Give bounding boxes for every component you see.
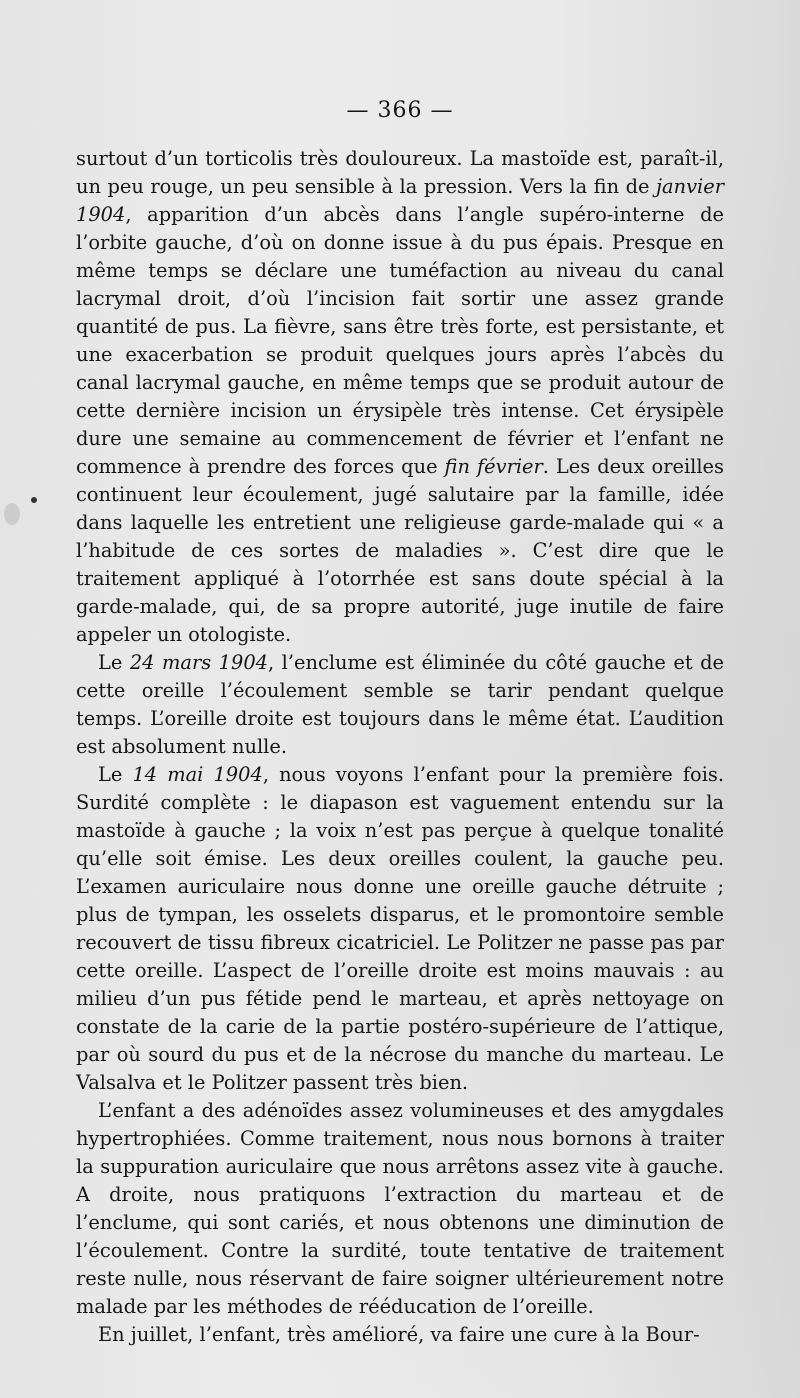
paragraph [76, 1097, 724, 1321]
paragraph [76, 145, 724, 649]
paragraph-text: Le [98, 651, 130, 674]
paragraph-text: , apparition d’un abcès dans l’angle supéro-interne de l’orbite gauche, d’où on donne issue à du pus épais. Presque en même temps se déclare une tuméfaction au niveau du canal lacrymal droit, d’où l’incision fait sortir une assez grande quantité de pus. La fièvre, sans être très forte, est persistante, et une exacerbation se produit quelques jours après l’abcès du canal lacrymal gauche, en même temps que se produit autour de cette dernière incision un érysipèle très intense. Cet érysipèle dure une semaine au commencement de février et l’enfant ne commence à prendre des forces que [76, 203, 724, 478]
italic-text: fin février [444, 455, 543, 478]
ink-speck [31, 497, 37, 503]
page-smudge [4, 503, 20, 525]
paragraph [76, 1321, 724, 1349]
paragraph-text: , nous voyons l’enfant pour la première fois. Surdité complète : le diapason est vaguement entendu sur la mastoïde à gauche ; la voix n’est pas perçue à quelque tonalité qu’elle soit émise. Les deux oreilles coulent, la gauche peu. L’examen auriculaire nous donne une oreille gauche détruite ; plus de tympan, les osselets disparus, et le promontoire semble recouvert de tissu fibreux cicatriciel. Le Politzer ne passe pas par cette oreille. L’aspect de l’oreille droite est moins mauvais : au milieu d’un pus fétide pend le marteau, et après nettoyage on constate de la carie de la partie postéro-supérieure de l’attique, par où sourd du pus et de la nécrose du manche du marteau. Le Valsalva et le Politzer passent très bien. [76, 763, 725, 1094]
italic-text: janvier 1904 [76, 175, 724, 226]
paragraph-text: . Les deux oreilles continuent leur écoulement, jugé salutaire par la famille, idée dans laquelle les entretient une religieuse garde-malade qui « a l’habitude de ces sortes de maladies ». C’est dire que le traitement appliqué à l’otorrhée est sans doute spécial à la garde-malade, qui, de sa propre autorité, juge inutile de faire appeler un otologiste. [76, 455, 724, 646]
paragraph [76, 649, 724, 761]
paragraph-text: En juillet, l’enfant, très amélioré, va faire une cure à la Bour- [98, 1323, 700, 1346]
page-number: — 366 — [346, 98, 454, 123]
italic-text: 14 mai 1904 [132, 763, 263, 786]
italic-text: 24 mars 1904 [129, 651, 268, 674]
paragraph-text: L’enfant a des adénoïdes assez volumineuses et des amygdales hypertrophiées. Comme traitement, nous nous bornons à traiter la suppuration auriculaire que nous arrêtons assez vite à gauche. A droite, nous pratiquons l’extraction du marteau et de l’enclume, qui sont cariés, et nous obtenons une diminution de l’écoulement. Contre la surdité, toute tentative de traitement reste nulle, nous réservant de faire soigner ultérieurement notre malade par les méthodes de rééducation de l’oreille. [76, 1099, 724, 1318]
paragraph-text: Le [98, 763, 133, 786]
body-text [76, 145, 724, 1349]
paragraph [76, 761, 724, 1097]
paragraph-text: , l’enclume est éliminée du côté gauche et de cette oreille l’écoulement semble se tarir pendant quelque temps. L’oreille droite est toujours dans le même état. L’audition est absolument nulle. [76, 651, 725, 758]
paragraph-text: surtout d’un torticolis très douloureux. La mastoïde est, paraît-il, un peu rouge, un peu sensible à la pression. Vers la fin de [76, 147, 724, 198]
